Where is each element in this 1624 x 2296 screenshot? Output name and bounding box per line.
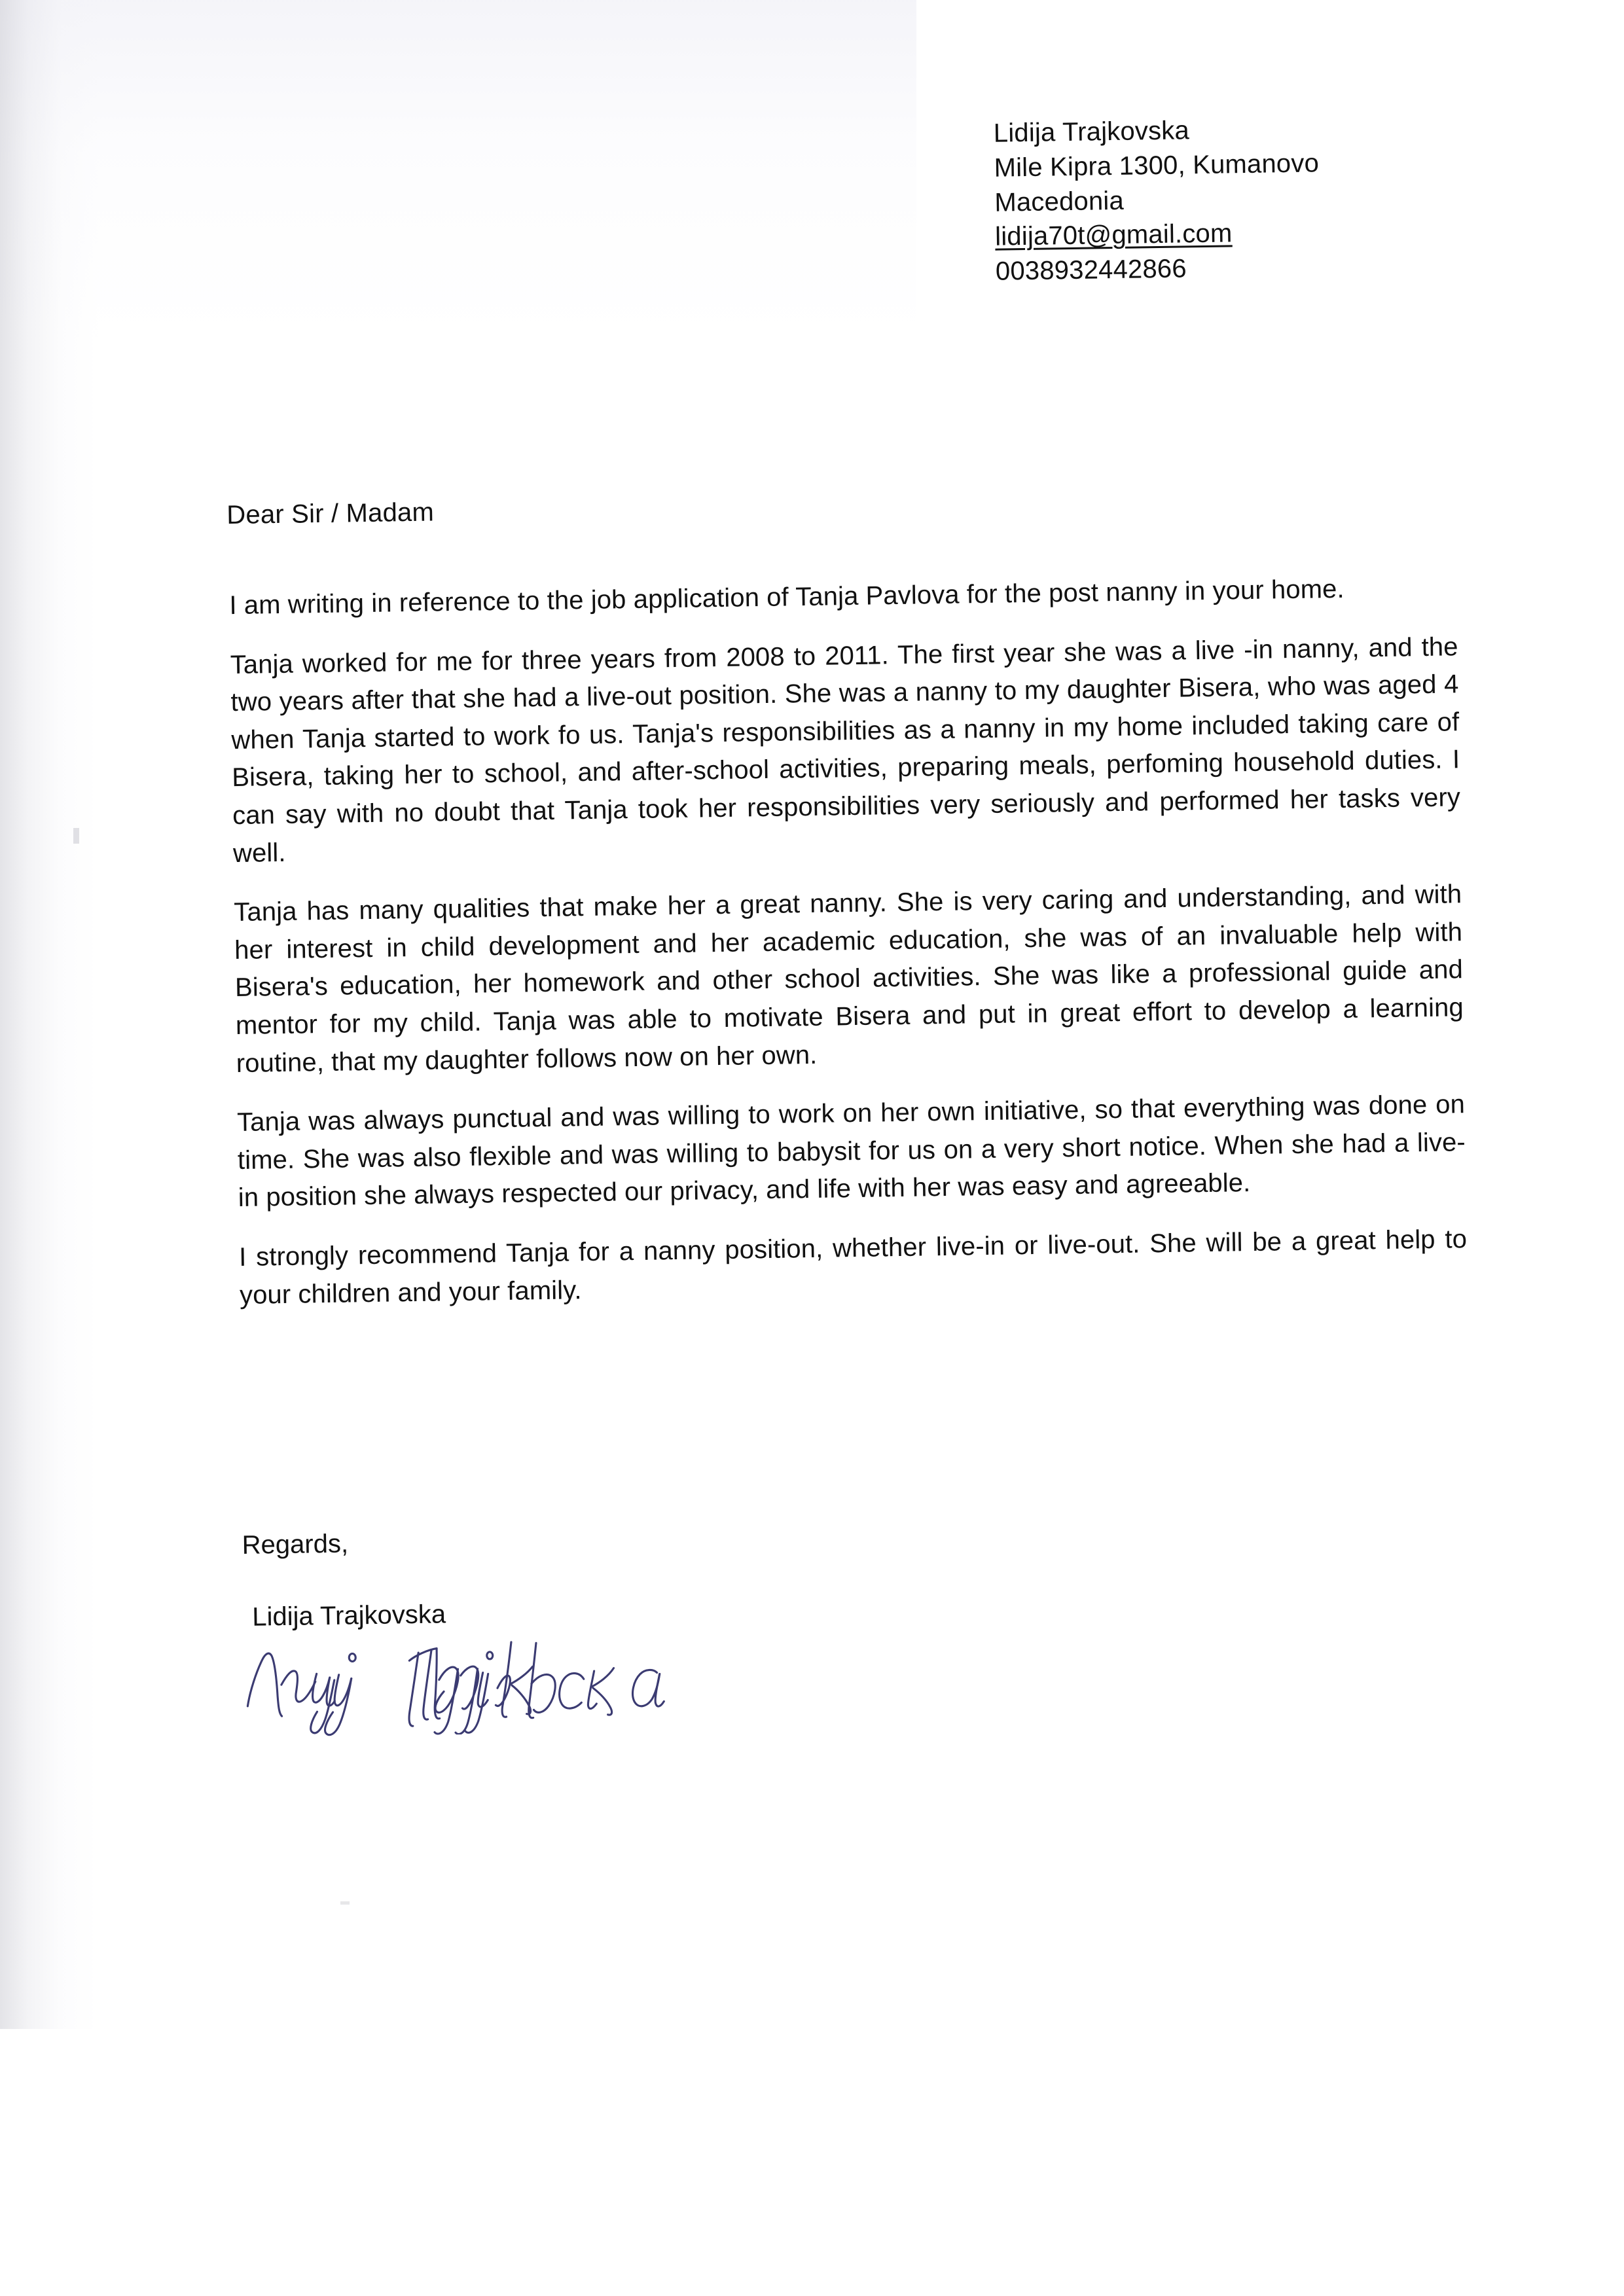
letterhead-email-link[interactable]: lidija70t@gmail.com: [994, 219, 1233, 252]
letter-body: [229, 569, 1468, 1314]
body-paragraph-5: I strongly recommend Tanja for a nanny position, whether live-in or live-out. She will be a great help to your children and your family.: [238, 1225, 1468, 1310]
letterhead-name: Lidija Trajkovska: [993, 116, 1190, 148]
signer-name: Lidija Trajkovska: [252, 1600, 446, 1632]
salutation: Dear Sir / Madam: [226, 497, 435, 530]
letterhead-phone: 0038932442866: [995, 254, 1187, 286]
closing-block: [242, 1526, 446, 1632]
body-paragraph-2: Tanja worked for me for three years from 2008 to 2011. The first year she was a live -in nanny, and the two years after that she had a live-out position. She was a nanny to my daughter Bisera, who was aged 4 when Tanja started to work fo us. Tanja's responsibilities as a nanny in my home included taking care of Bisera, taking her to school, and after-school activities, preparing meals, perfoming household duties. I can say with no doubt that Tanja took her responsibilities very seriously and performed her tasks very well.: [230, 632, 1461, 868]
handwritten-signature: [240, 1613, 667, 1738]
body-paragraph-3: Tanja has many qualities that make her a great nanny. She is very caring and understanding, and with her interest in child development and her academic education, she was of an invaluable help with Bisera's education, her homework and other school activities. She was like a professional guide and mentor for my child. Tanja was able to motivate Bisera and put in great effort to develop a learning routine, that my daughter follows now on her own.: [234, 880, 1464, 1078]
body-paragraph-4: Tanja was always punctual and was willing to work on her own initiative, so that everything was done on time. She was also flexible and was willing to babysit for us on a very short notice. When she had a live-in position she always respected our privacy, and life with her was easy and agreeable.: [236, 1090, 1466, 1213]
letterhead-country: Macedonia: [994, 186, 1125, 217]
letterhead-address: Mile Kipra 1300, Kumanovo: [994, 149, 1320, 183]
letterhead: [993, 109, 1519, 289]
valediction: Regards,: [242, 1529, 349, 1560]
body-paragraph-1: I am writing in reference to the job application of Tanja Pavlova for the post nanny in your home.: [229, 574, 1344, 620]
